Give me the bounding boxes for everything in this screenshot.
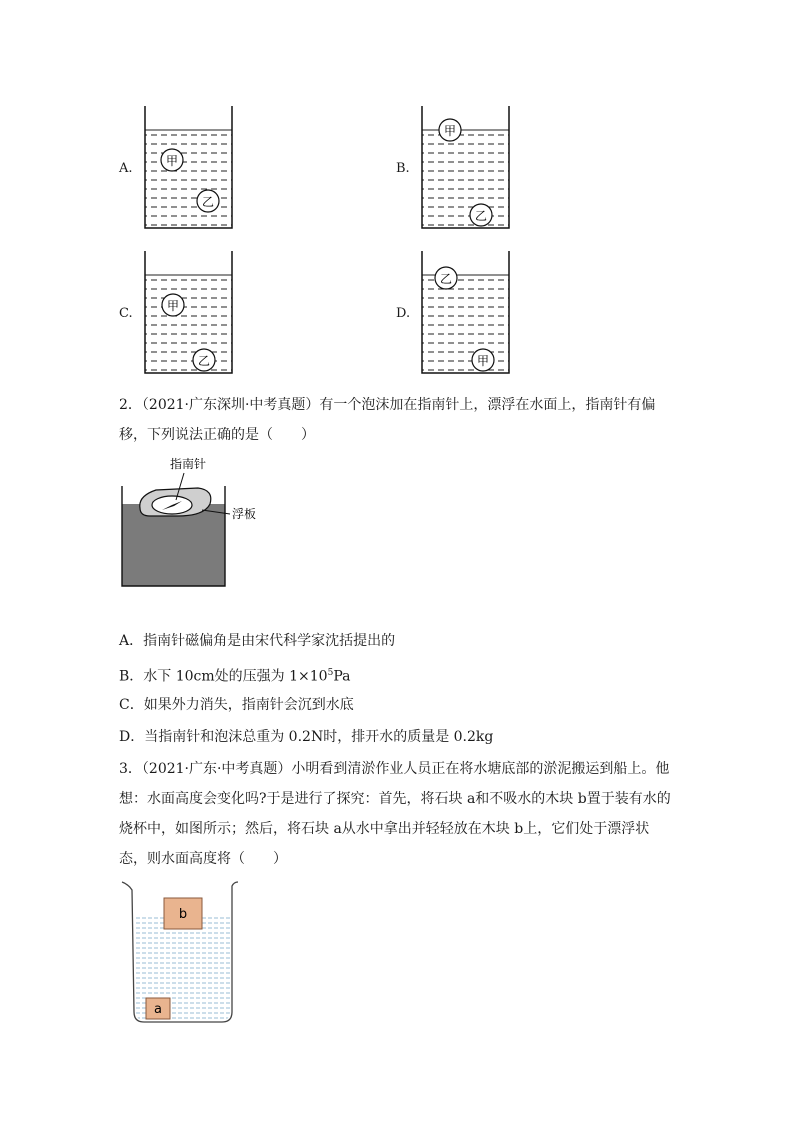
q3-line1: 3．（2021·广东·中考真题）小明看到清淤作业人员正在将水塘底部的淤泥搬运到船上。他 — [119, 761, 670, 777]
q2-choice-a: A．指南针磁偏角是由宋代科学家沈括提出的 — [119, 633, 396, 649]
option-d-label: D. — [396, 306, 411, 321]
ball-top-d — [435, 267, 457, 289]
compass-figure — [118, 450, 268, 590]
ball-top-a — [161, 149, 183, 171]
q3-line3: 烧杯中，如图所示；然后，将石块 a从水中拿出并轻轻放在木块 b上，它们处于漂浮状 — [119, 821, 650, 837]
beaker-option-c — [140, 249, 236, 377]
q3-line2: 想：水面高度会变化吗?于是进行了探究：首先，将石块 a和不吸水的木块 b置于装有水的 — [119, 791, 671, 807]
block-a-label: a — [154, 1002, 162, 1017]
ball-bottom-c — [193, 349, 215, 371]
svg-text:乙: 乙 — [201, 195, 215, 209]
q2-stem-line2: 移，下列说法正确的是（ ） — [119, 427, 315, 443]
svg-text:甲: 甲 — [443, 124, 457, 138]
q2-stem-line1: 2．（2021·广东深圳·中考真题）有一个泡沫加在指南针上，漂浮在水面上，指南针有偏 — [119, 397, 656, 413]
q2-choice-d: D．当指南针和泡沫总重为 0.2N时，排开水的质量是 0.2kg — [119, 729, 494, 745]
option-a-label: A. — [119, 161, 133, 176]
ball-top-b — [439, 119, 461, 141]
beaker-option-a — [140, 104, 236, 232]
ball-bottom-b — [470, 204, 492, 226]
svg-text:乙: 乙 — [197, 354, 211, 368]
beaker-figure — [118, 876, 248, 1026]
svg-text:甲: 甲 — [165, 154, 179, 168]
q2-choice-b: B．水下 10cm处的压强为 $1\times 10^5Pa$ — [119, 668, 351, 685]
svg-text:甲: 甲 — [166, 299, 180, 313]
label-board: 浮板 — [232, 507, 257, 521]
beaker-option-d — [417, 249, 513, 377]
ball-top-c — [162, 294, 184, 316]
svg-text:甲: 甲 — [476, 354, 490, 368]
ball-bottom-a — [197, 190, 219, 212]
svg-text:乙: 乙 — [474, 209, 488, 223]
svg-text:乙: 乙 — [439, 272, 453, 286]
block-b-label: b — [178, 907, 188, 922]
q2-choice-c: C．如果外力消失，指南针会沉到水底 — [119, 697, 354, 713]
option-c-label: C. — [119, 306, 133, 321]
ball-bottom-d — [472, 349, 494, 371]
beaker-option-b — [417, 104, 513, 232]
label-compass: 指南针 — [170, 457, 207, 471]
q3-line4: 态，则水面高度将（ ） — [119, 851, 287, 867]
option-b-label: B. — [396, 161, 410, 176]
